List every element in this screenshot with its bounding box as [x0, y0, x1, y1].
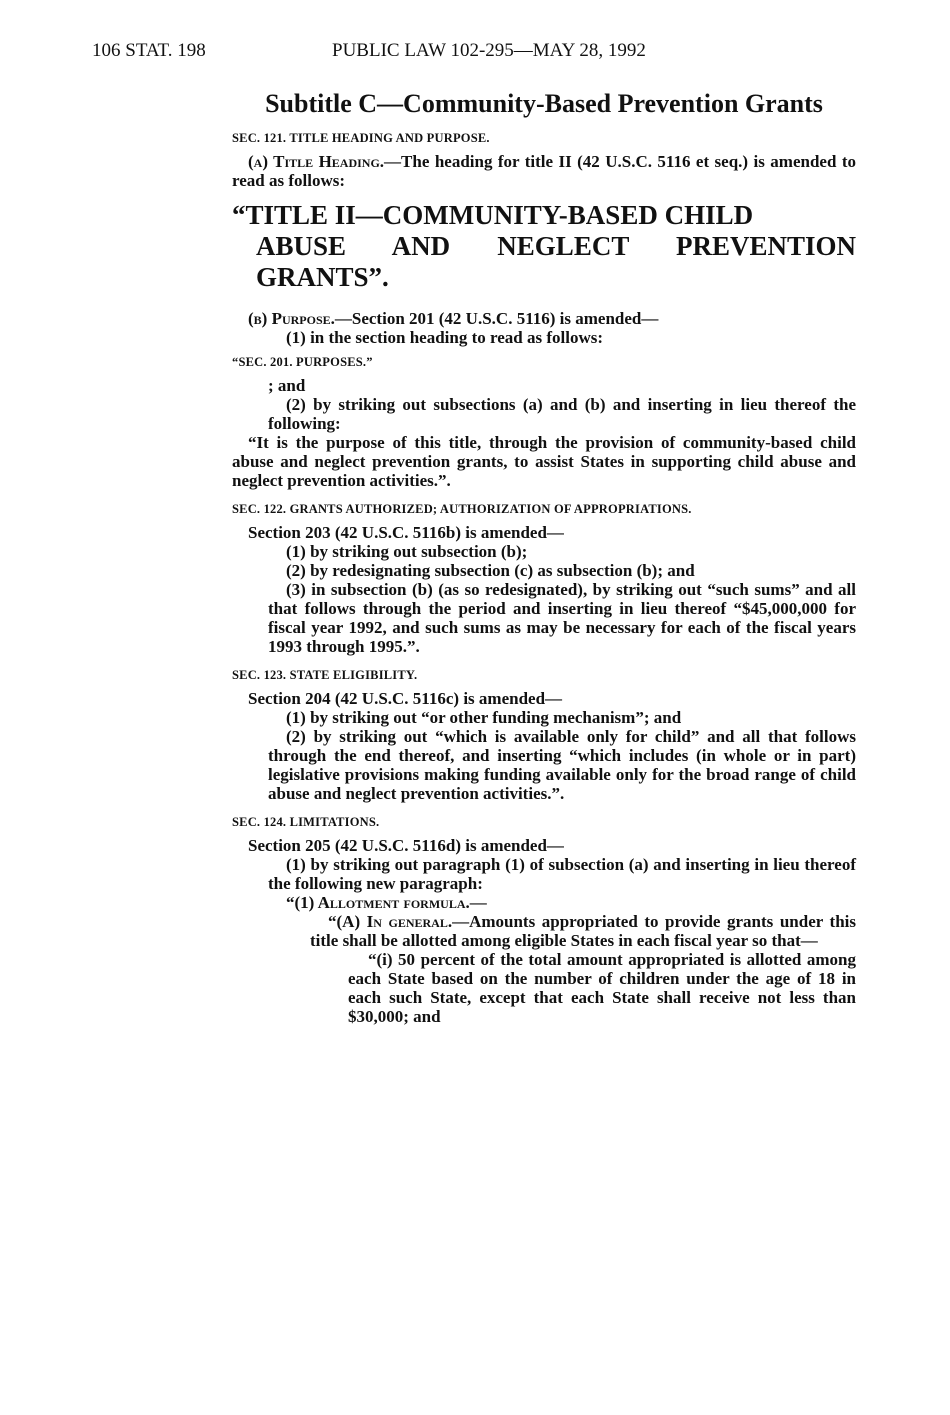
page-reference: 106 STAT. 198 — [92, 40, 206, 61]
section-122-intro: Section 203 (42 U.S.C. 5116b) is amended— — [248, 523, 564, 542]
section-122-p2: (2) by redesignating subsection (c) as subsection (b); and — [286, 561, 695, 580]
section-122-heading: SEC. 122. GRANTS AUTHORIZED; AUTHORIZATION OF APPROPRIATIONS. — [232, 502, 692, 516]
section-121-and: ; and — [268, 376, 306, 395]
quoted-title-heading — [232, 200, 856, 293]
section-123-p1: (1) by striking out “or other funding mechanism”; and — [286, 708, 682, 727]
allotment-formula-heading — [232, 893, 856, 912]
subparagraph-a — [232, 912, 856, 950]
document-body — [232, 88, 856, 1026]
section-121-a — [232, 152, 856, 190]
section-123-p2: (2) by striking out “which is available only for child” and all that follows through the end thereof, and inserting “which includes (in whole or in part) legislative provisions making funding available only for the broad range of child abuse and neglect prevention activities.”. — [268, 727, 856, 803]
section-121-b — [232, 309, 856, 328]
subparagraph-a-text: —Amounts appropriated to provide grants under this title shall be allotted among eligible States in each fiscal year so that— — [310, 912, 856, 950]
section-121-b2: (2) by striking out subsections (a) and (b) and inserting in lieu thereof the following: — [268, 395, 856, 433]
section-124-heading: SEC. 124. LIMITATIONS. — [232, 815, 380, 829]
section-121-heading: SEC. 121. TITLE HEADING AND PURPOSE. — [232, 131, 490, 145]
section-122-p3: (3) in subsection (b) (as so redesignated), by striking out “such sums” and all that follows through the period and inserting in lieu thereof “$45,000,000 for fiscal year 1992, and such sums as may be necessary for each of the fiscal years 1993 through 1995.”. — [268, 580, 856, 656]
clause-i: “(i) 50 percent of the total amount appropriated is allotted among each State based on the number of children under the age of 18 in each such State, except that each State shall receive not less than $30,000; and — [348, 950, 856, 1026]
law-reference: PUBLIC LAW 102-295—MAY 28, 1992 — [332, 40, 646, 61]
subparagraph-a-label: “(A) In general. — [328, 912, 453, 931]
section-123-intro: Section 204 (42 U.S.C. 5116c) is amended— — [248, 689, 563, 708]
section-121-b-text: —Section 201 (42 U.S.C. 5116) is amended— — [334, 309, 659, 328]
section-121-a-text: —The heading for title II (42 U.S.C. 5116 et seq.) is amended to read as follows: — [232, 152, 856, 190]
quoted-section-201-heading: “SEC. 201. PURPOSES.” — [232, 355, 373, 369]
section-123-heading: SEC. 123. STATE ELIGIBILITY. — [232, 668, 418, 682]
section-124-p1: (1) by striking out paragraph (1) of subsection (a) and inserting in lieu thereof the following new paragraph: — [268, 855, 856, 893]
section-122-p1: (1) by striking out subsection (b); — [286, 542, 528, 561]
section-124-intro: Section 205 (42 U.S.C. 5116d) is amended— — [248, 836, 564, 855]
section-121-b-label: (b) Purpose. — [248, 309, 335, 328]
quoted-title-line-2: ABUSE AND NEGLECT PREVENTION GRANTS”. — [256, 231, 856, 292]
quoted-title-line-1: “TITLE II—COMMUNITY-BASED CHILD — [232, 200, 754, 230]
section-121-b1: (1) in the section heading to read as follows: — [286, 328, 604, 347]
section-121-b2-quote: “It is the purpose of this title, through the provision of community-based child abuse and neglect prevention grants, to assist States in supporting child abuse and neglect prevention activities.”. — [232, 433, 856, 490]
section-121-a-label: (a) Title Heading. — [248, 152, 385, 171]
allotment-formula-label: “(1) Allotment formula.— — [286, 893, 487, 912]
subtitle-heading: Subtitle C—Community-Based Prevention Grants — [265, 89, 823, 118]
